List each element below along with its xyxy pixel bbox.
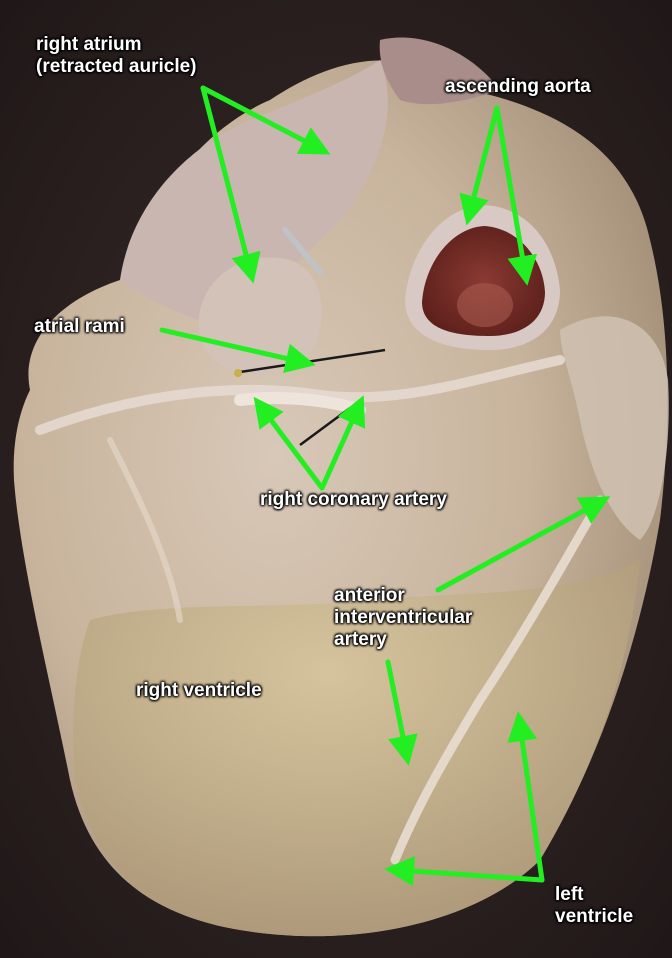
label-ascending-aorta: ascending aorta (445, 76, 591, 97)
label-right-ventricle: right ventricle (136, 680, 262, 701)
label-right-atrium-line1: right atrium (36, 34, 142, 55)
label-atrial-rami: atrial rami (34, 316, 125, 337)
label-right-coronary-artery: right coronary artery (260, 489, 447, 510)
label-left-ventricle: left ventricle (555, 884, 634, 927)
aortic-valve-tissue (457, 283, 513, 327)
pin-head (234, 369, 242, 377)
label-right-atrium-line2: (retracted auricle) (36, 56, 197, 77)
label-right-atrium (36, 34, 197, 78)
label-anterior-interventricular-artery: anterior interventricular artery (334, 585, 473, 650)
